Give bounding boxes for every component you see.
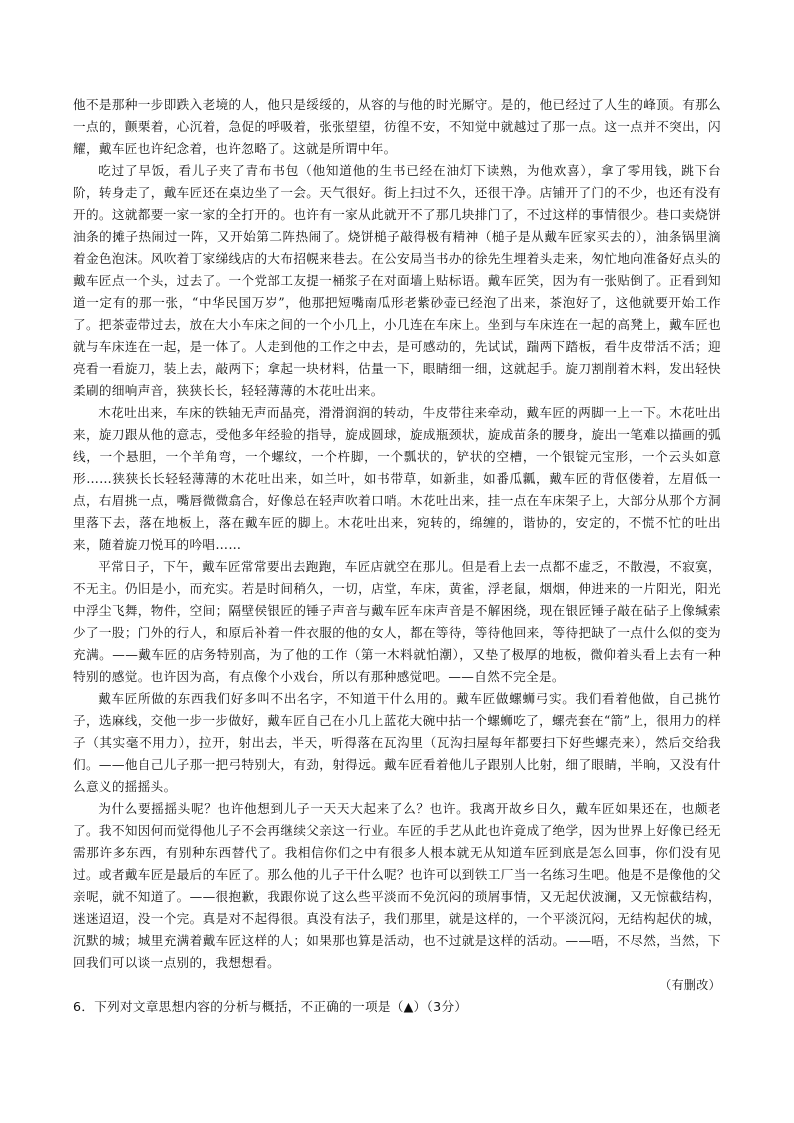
paragraph-1: 他不是那种一步即跌入老境的人，他只是绥绥的，从容的与他的时光厮守。是的，他已经过了人生的峰顶。有那么一点的，颤栗着，心沉着，急促的呼吸着，张张望望，彷徨不安，不知觉中就越过了那一点。这一点并不突出，闪耀，戴车匠也许纪念着，也许忽略了。这就是所谓中年。: [73, 97, 721, 156]
question-6: 6．下列对文章思想内容的分析与概括，不正确的一项是（▲）（3分）: [73, 999, 468, 1014]
document-page: [73, 94, 721, 1018]
paragraph-4: 平常日子，下午，戴车匠常常要出去跑跑，车匠店就空在那儿。但是看上去一点都不虚乏，不散漫，不寂寞，不无主。仍旧是小，而充实。若是时间稍久，一切，店堂，车床，黄雀，浮老鼠，烟烟，伸进来的一片阳光，阳光中浮尘飞舞，物件，空间；隔壁侯银匠的锤子声音与戴车匠车床声音是不解困绕，现在银匠锤子敲在砧子上像缄索少了一股；门外的行人，和原后补着一件衣服的他的女人，都在等待，等待他回来，等待把缺了一点什么似的变为充满。——戴车匠的店务特别高，为了他的工作（第一木料就怕潮），又垫了极厚的地板，微仰着头看上去有一种特别的感觉。也许因为高，有点像个小戏台，所以有那种感觉吧。——自然不完全是。: [73, 559, 721, 684]
paragraph-6: 为什么要摇摇头呢？也许他想到儿子一天天大起来了么？也许。我离开故乡日久，戴车匠如果还在，也颇老了。我不知因何而觉得他儿子不会再继续父亲这一行业。车匠的手艺从此也许竟成了绝学，因为世界上好像已经无需那许多东西，有别种东西替代了。我相信你们之中有很多人根本就无从知道车匠到底是怎么回事，你们没有见过。或者戴车匠是最后的车匠了。那么他的儿子干什么呢？也许可以到铁工厂当一名练习生吧。他是不是像他的父亲呢，就不知道了。——很抱歉，我跟你说了这么些平淡而不免沉闷的琐屑事情，又无起伏波澜，又无惊截结构，迷迷迢迢，没一个完。真是对不起得很。真没有法子，我们那里，就是这样的，一个平淡沉闷，无结构起伏的城，沉默的城；城里充满着戴车匠这样的人；如果那也算是活动，也不过就是这样的活动。——唔，不尽然，当然，下回我们可以谈一点别的，我想想看。: [73, 801, 721, 970]
paragraph-2: 吃过了早饭，看儿子夹了青布书包（他知道他的生书已经在油灯下读熟，为他欢喜），拿了零用钱，跳下台阶，转身走了，戴车匠还在桌边坐了一会。天气很好。街上扫过不久，还很干净。店铺开了门的不少，也还有没有开的。这就都要一家一家的全打开的。也许有一家从此就开不了那几块排门了，不过这样的事情很少。巷口卖烧饼油条的摊子热闹过一阵，又开始第二阵热闹了。烧饼槌子敲得极有精神（槌子是从戴车匠家买去的），油条锅里滴着金色泡沫。风吹着丁家绨线店的大布招幌来巷去。在公安局当书办的徐先生埋着头走来，匆忙地向准备好点头的戴车匠点一个头，过去了。一个党部工友提一桶浆子在对面墙上贴标语。戴车匠笑，因为有一张贴倒了。正看到知道一定有的那一张，“中华民国万岁”，他那把短嘴南瓜形老紫砂壶已经泡了出来，茶泡好了，这他就要开始工作了。把茶壶带过去，放在大小车床之间的一个小几上，小几连在车床上。坐到与车床连在一起的高凳上，戴车匠也就与车床连在一起，是一体了。人走到他的工作之中去，是可感动的，先试试，踹两下踏板，看牛皮带活不活；迎亮看一看旋刀，装上去，敲两下；拿起一块材料，估量一下，眼睛细一细，这就起手。旋刀割削着木料，发出轻快柔刷的细响声音，狭狭长长，轻轻薄薄的木花吐出来。: [73, 163, 721, 398]
source-note: （有删改）: [659, 978, 721, 992]
paragraph-5: 戴车匠所做的东西我们好多叫不出名字，不知道干什么用的。戴车匠做螺蛳弓实。我们看着他做，自己挑竹子，选麻线，交他一步一步做好，戴车匠自己在小几上蓝花大碗中拈一个螺蛳吃了，螺壳套在“箭”上，很用力的样子（其实毫不用力），拉开，射出去，半天，听得落在瓦沟里（瓦沟扫屋每年都要扫下好些螺壳来），然后交给我们。——他自己儿子那一把弓特别大，有劲，射得远。戴车匠看着他儿子跟别人比射，细了眼睛，半晌，又没有什么意义的摇摇头。: [73, 691, 721, 794]
paragraph-3: 木花吐出来，车床的铁轴无声而晶亮，滑滑润润的转动，牛皮带往来牵动，戴车匠的两脚一上一下。木花吐出来，旋刀跟从他的意志，受他多年经验的指导，旋成圆球，旋成瓶颈状，旋成苗条的腰身，旋出一笔难以描画的弧线，一个悬胆，一个羊角弯，一个螺纹，一个杵脚，一个瓢状的，铲状的空槽，一个银锭元宝形，一个云头如意形……狭狭长长轻轻薄薄的木花吐出来，如兰叶，如书带草，如新韭，如番瓜瓤，戴车匠的背伛偻着，左眉低一点，右眉挑一点，嘴唇微微翕合，好像总在轻声吹着口哨。木花吐出来，挂一点在车床架子上，大部分从那个方洞里落下去，落在地板上，落在戴车匠的脚上。木花吐出来，宛转的，绵缠的，谐协的，安定的，不慌不忙的吐出来，随着旋刀悦耳的吟唱……: [73, 405, 721, 552]
